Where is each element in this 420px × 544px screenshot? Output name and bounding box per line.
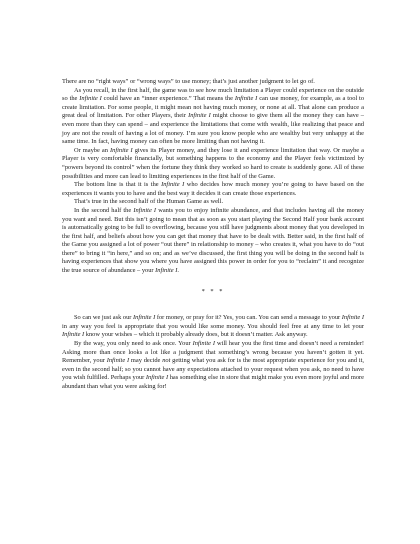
document-page (62, 78, 364, 392)
paragraph: In the second half the Infinite I wants you to enjoy infinite abundance, and that includes having all the money you want and need. But this isn’t going to mean that as soon as you start playing the Second Half your bank account is automatically going to be full to overflowing, because you still have judgments about money that you developed in the first half, and beliefs about how you can get that money that have to be dealt with. Better said, in the first half of the Game you assigned a lot of power “out there” in relationship to money – who creates it, what you have to do “out there” to bring it “in here,” and so on; and as we’ve discussed, the first thing you will be doing in the second half is having experiences that show you where you have assigned this power in order for you to “reclaim” it and recognize the true source of abundance – your Infinite I. (62, 206, 365, 275)
body-text-part2 (62, 314, 364, 391)
paragraph: The bottom line is that it is the Infinite I who decides how much money you’re going to have based on the experiences it wants you to have and the best way it decides it can create those experiences. (62, 181, 364, 197)
paragraph: By the way, you only need to ask once. Your Infinite I will hear you the first time and doesn’t need a reminder! Asking more than once looks a lot like a judgment that something’s wrong because you haven’t gotten it yet. Remember, your Infinite I may decide not getting what you ask for is the most appropriate experience for you and it, even in the second half; so you cannot have any expectations attached to your request when you ask, no need to have you wish fulfilled. Perhaps your Infinite I has something else in store that might make you even more joyful and more abundant than what you were asking for! (62, 340, 365, 390)
paragraph: There are no “right ways” or “wrong ways” to use money; that’s just another judgment to let go of. (62, 78, 315, 85)
paragraph: That’s true in the second half of the Human Game as well. (74, 198, 224, 206)
paragraph: Or maybe an Infinite I gives its Player money, and they lose it and experience limitation that way. Or maybe a Player is very comfortable financially, but something happens to the economy and the Player feels victimized by “powers beyond its control” when the fortune they think they worked so hard to create is suddenly gone. All of these possibilities and more can lead to limiting experiences in the first half of the Game. (62, 146, 365, 180)
paragraph: As you recall, in the first half, the game was to see how much limitation a Player could experience on the outside so the Infinite I could have an “inner experience.” That means the Infinite I can use money, for example, as a tool to create limitation. For some people, it might mean not having much money, or none at all. That alone can produce a great deal of limitation. For other Players, their Infinite I might choose to give them all the money they can have – even more than they can spend – and experience the limitations that come with wealth, like realizing that peace and joy are not the result of having a lot of money. I’m sure you know people who are wealthy but very unhappy at the same time. In fact, having money can often be more limiting than not having it. (62, 86, 365, 146)
body-text-part1 (62, 78, 364, 276)
section-separator: * * * (201, 287, 225, 295)
paragraph: So can we just ask our Infinite I for money, or pray for it? Yes, you can. You can send a message to your Infinite I in any way you feel is appropriate that you would like some money. You should feel free at any time to let your Infinite I know your wishes – which it probably already does, but it doesn’t matter. Ask anyway. (62, 314, 364, 339)
